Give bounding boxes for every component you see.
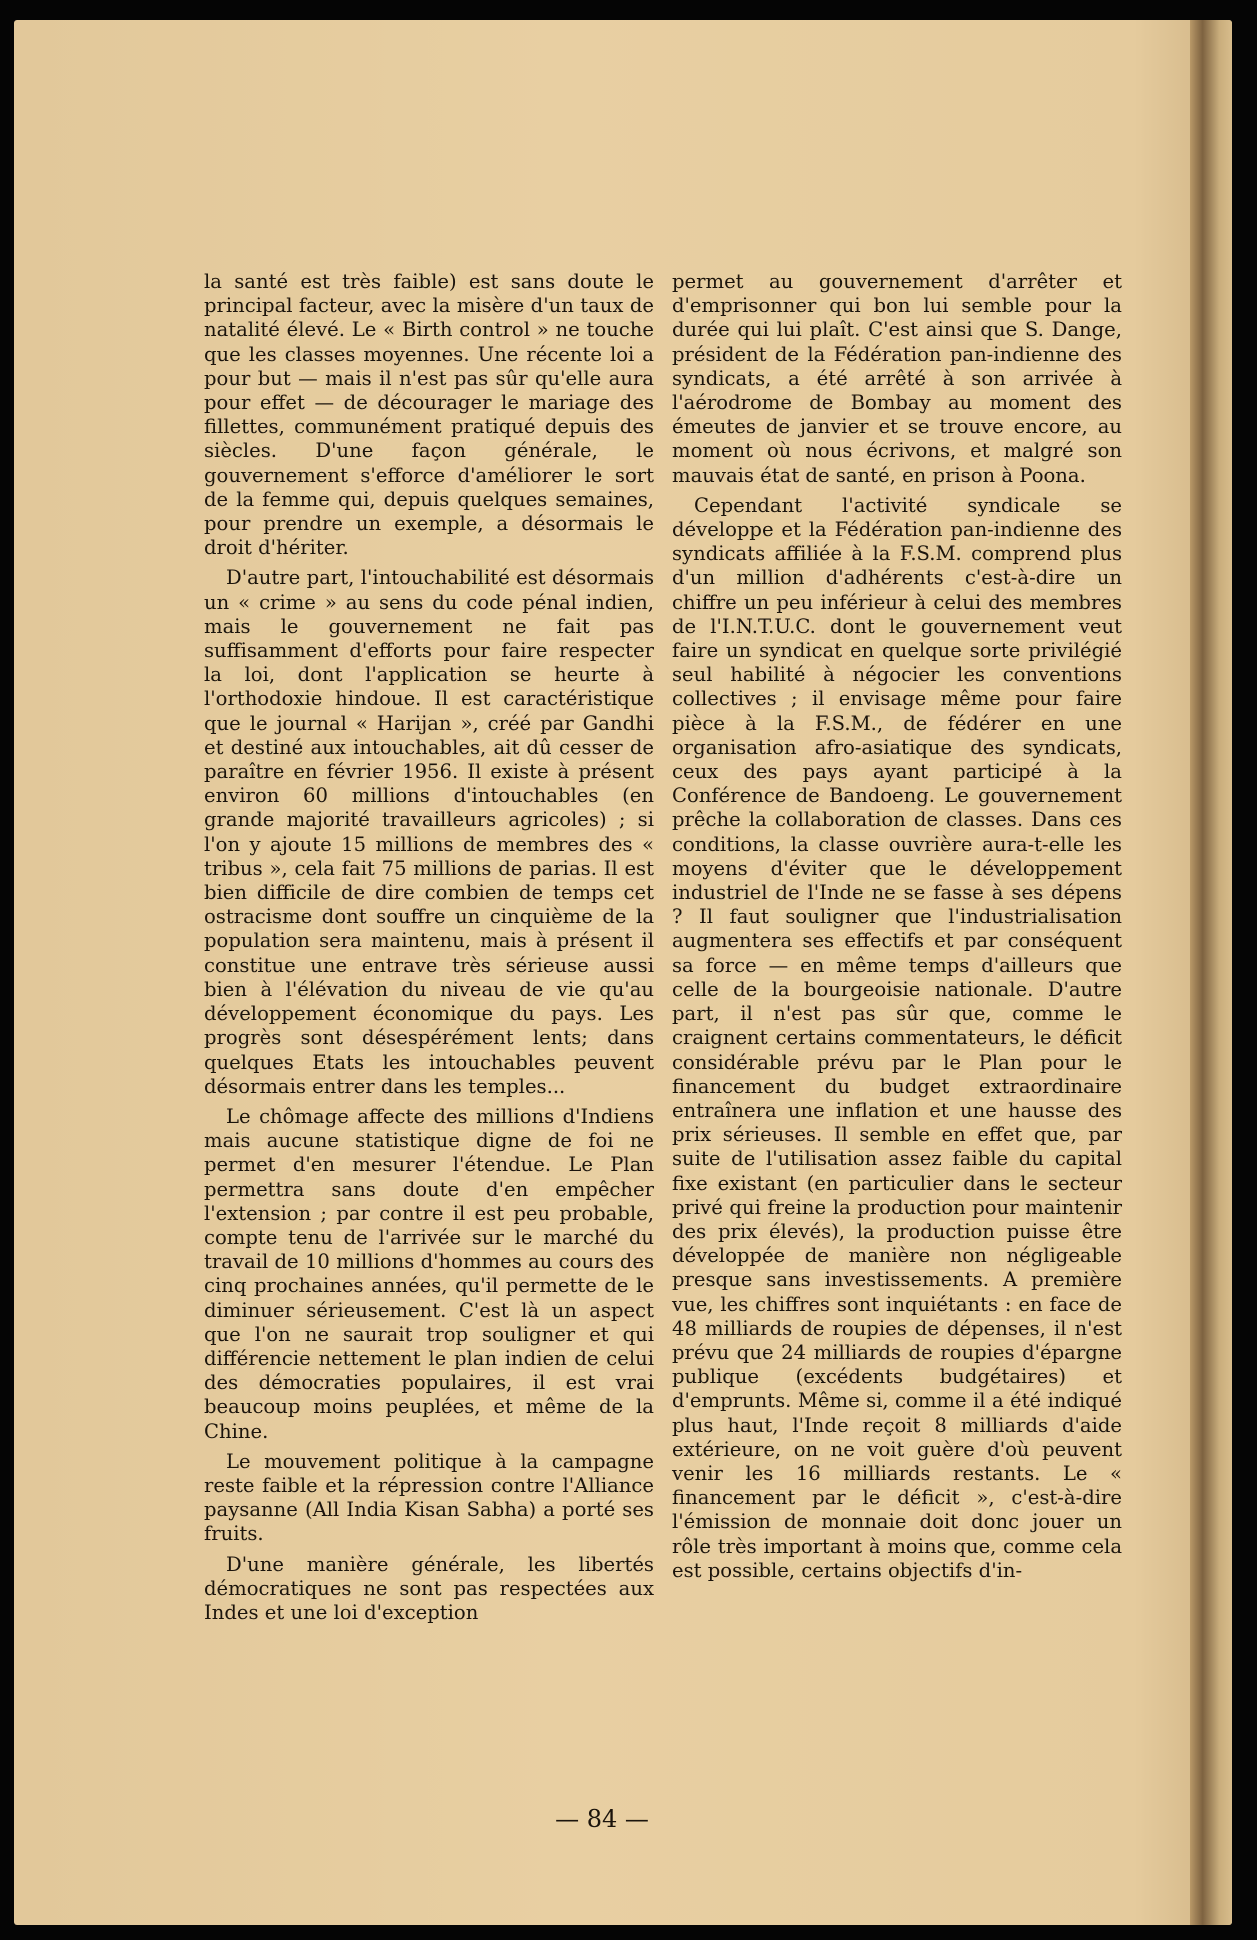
book-page — [14, 20, 1232, 1925]
left-text-column — [204, 270, 654, 1631]
paragraph: permet au gouvernement d'arrêter et d'emprisonner qui bon lui semble pour la durée qui lui plaît. C'est ainsi que S. Dange, président de la Fédération pan-indienne des syndicats, a été arrêté à son arrivée à l'aérodrome de Bombay au moment des émeutes de janvier et se trouve encore, au moment où nous écrivons, et malgré son mauvais état de santé, en prison à Poona. — [672, 270, 1122, 487]
right-text-column — [672, 270, 1122, 1589]
paragraph: Cependant l'activité syndicale se développe et la Fédération pan-indienne des syndicats affiliée à la F.S.M. comprend plus d'un million d'adhérents c'est-à-dire un chiffre un peu inférieur à celui des membres de l'I.N.T.U.C. dont le gouvernement veut faire un syndicat en quelque sorte privilégié seul habilité à négocier les conventions collectives ; il envisage même pour faire pièce à la F.S.M., de fédérer en une organisation afro-asiatique des syndicats, ceux des pays ayant participé à la Conférence de Bandoeng. Le gouvernement prêche la collaboration de classes. Dans ces conditions, la classe ouvrière aura-t-elle les moyens d'éviter que le développement industriel de l'Inde ne se fasse à ses dépens ? Il faut souligner que l'industrialisation augmentera ses effectifs et par conséquent sa force — en même temps d'ailleurs que celle de la bourgeoisie nationale. D'autre part, il n'est pas sûr que, comme le craignent certains commentateurs, le déficit considérable prévu par le Plan pour le financement du budget extraordinaire entraînera une inflation et une hausse des prix sérieuses. Il semble en effet que, par suite de l'utilisation assez faible du capital fixe existant (en particulier dans le secteur privé qui freine la production pour maintenir des prix élevés), la production puisse être développée de manière non négligeable presque sans investissements. A première vue, les chiffres sont inquiétants : en face de 48 milliards de roupies de dépenses, il n'est prévu que 24 milliards de roupies d'épargne publique (excédents budgétaires) et d'emprunts. Même si, comme il a été indiqué plus haut, l'Inde reçoit 8 milliards d'aide extérieure, on ne voit guère d'où peuvent venir les 16 milliards restants. Le « financement par le déficit », c'est-à-dire l'émission de monnaie doit donc jouer un rôle très important à moins que, comme cela est possible, certains objectifs d'in- — [672, 493, 1122, 1582]
book-spine-fold — [1190, 20, 1232, 1925]
paragraph: la santé est très faible) est sans doute le principal facteur, avec la misère d'un taux de natalité élevé. Le « Birth control » ne touche que les classes moyennes. Une récente loi a pour but — mais il n'est pas sûr qu'elle aura pour effet — de décourager le mariage des fillettes, communément pratiqué depuis des siècles. D'une façon générale, le gouvernement s'efforce d'améliorer le sort de la femme qui, depuis quelques semaines, pour prendre un exemple, a désormais le droit d'hériter. — [204, 270, 654, 560]
paragraph: D'une manière générale, les libertés démocratiques ne sont pas respectées aux Indes et une loi d'exception — [204, 1552, 654, 1624]
page-number: — 84 — — [555, 1805, 649, 1833]
paragraph: D'autre part, l'intouchabilité est désormais un « crime » au sens du code pénal indien, mais le gouvernement ne fait pas suffisamment d'efforts pour faire respecter la loi, dont l'application se heurte à l'orthodoxie hindoue. Il est caractéristique que le journal « Harijan », créé par Gandhi et destiné aux intouchables, ait dû cesser de paraître en février 1956. Il existe à présent environ 60 millions d'intouchables (en grande majorité travailleurs agricoles) ; si l'on y ajoute 15 millions de membres des « tribus », cela fait 75 millions de parias. Il est bien difficile de dire combien de temps cet ostracisme dont souffre un cinquième de la population sera maintenu, mais à présent il constitue une entrave très sérieuse aussi bien à l'élévation du niveau de vie qu'au développement économique du pays. Les progrès sont désespérément lents; dans quelques Etats les intouchables peuvent désormais entrer dans les temples... — [204, 566, 654, 1098]
paragraph: Le chômage affecte des millions d'Indiens mais aucune statistique digne de foi ne permet d'en mesurer l'étendue. Le Plan permettra sans doute d'en empêcher l'extension ; par contre il est peu probable, compte tenu de l'arrivée sur le marché du travail de 10 millions d'hommes au cours des cinq prochaines années, qu'il permette de le diminuer sérieusement. C'est là un aspect que l'on ne saurait trop souligner et qui différencie nettement le plan indien de celui des démocraties populaires, il est vrai beaucoup moins peuplées, et même de la Chine. — [204, 1104, 654, 1443]
paragraph: Le mouvement politique à la campagne reste faible et la répression contre l'Alliance paysanne (All India Kisan Sabha) a porté ses fruits. — [204, 1449, 654, 1546]
